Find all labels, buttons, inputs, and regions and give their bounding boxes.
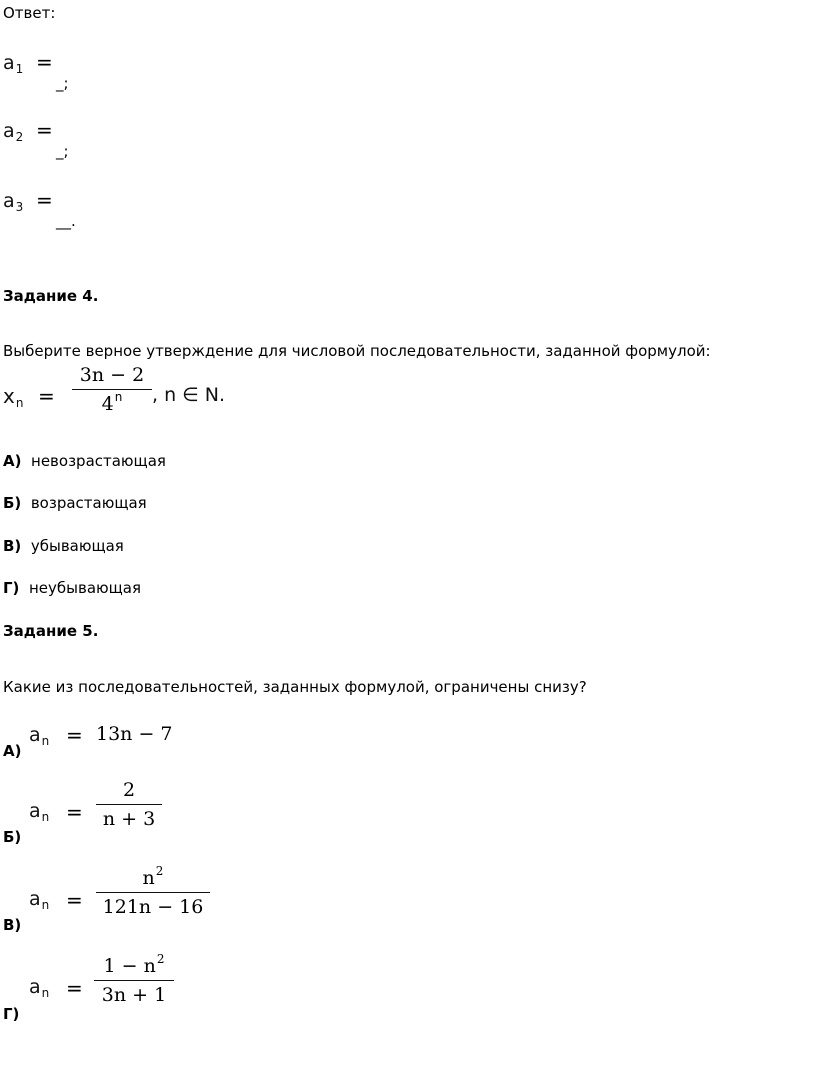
task4-formula-equals: =	[38, 384, 55, 408]
task4-formula-fraction: 3n − 2 4$^n$	[72, 364, 152, 415]
task5-option-a-letter[interactable]: А)	[3, 742, 22, 760]
answer-label: Ответ:	[3, 4, 56, 22]
task5-option-d-equals: =	[66, 976, 83, 1000]
answer-a1-blank[interactable]: _;	[56, 74, 69, 92]
task4-formula-lhs: $x_n$	[3, 384, 24, 410]
task5-option-b-letter[interactable]: Б)	[3, 828, 22, 846]
task5-option-a-expr: 13n − 7	[96, 723, 173, 745]
answer-a2-lhs: $a_2$	[3, 120, 24, 144]
answer-a2-blank[interactable]: _;	[56, 142, 69, 160]
task5-option-d-lhs: $a_n$	[29, 976, 50, 1000]
task5-option-c-equals: =	[66, 888, 83, 912]
task4-option-c[interactable]: В) убывающая	[3, 537, 124, 555]
task4-option-d[interactable]: Г) неубывающая	[3, 579, 141, 597]
task4-option-b[interactable]: Б) возрастающая	[3, 494, 147, 512]
task4-question: Выберите верное утверждение для числовой последовательности, заданной формулой:	[3, 342, 711, 360]
task5-option-c-fraction: $n^2$ 121n − 16	[96, 867, 210, 918]
task4-title: Задание 4.	[3, 287, 99, 305]
task5-title: Задание 5.	[3, 622, 99, 640]
answer-a3-blank[interactable]: __.	[56, 212, 76, 230]
task4-option-a[interactable]: А) невозрастающая	[3, 452, 166, 470]
task5-option-d-fraction: $1 - n^2$ 3n + 1	[94, 955, 174, 1006]
task5-option-c-letter[interactable]: В)	[3, 916, 22, 934]
task5-option-d-letter[interactable]: Г)	[3, 1005, 20, 1023]
answer-a3-equals: =	[36, 188, 53, 212]
task5-option-b-fraction: 2 n + 3	[96, 779, 162, 830]
task5-option-b-lhs: $a_n$	[29, 800, 50, 824]
answer-a2-equals: =	[36, 118, 53, 142]
answer-a3-lhs: $a_3$	[3, 190, 24, 214]
answer-a1-equals: =	[36, 50, 53, 74]
task5-question: Какие из последовательностей, заданных формулой, ограничены снизу?	[3, 678, 587, 696]
task4-formula-domain: , n ∈ N.	[152, 384, 226, 406]
answer-a1-lhs: $a_1$	[3, 52, 24, 76]
task5-option-a-equals: =	[66, 723, 83, 747]
task5-option-a-lhs: $a_n$	[29, 724, 50, 748]
task5-option-b-equals: =	[66, 800, 83, 824]
task5-option-c-lhs: $a_n$	[29, 888, 50, 912]
